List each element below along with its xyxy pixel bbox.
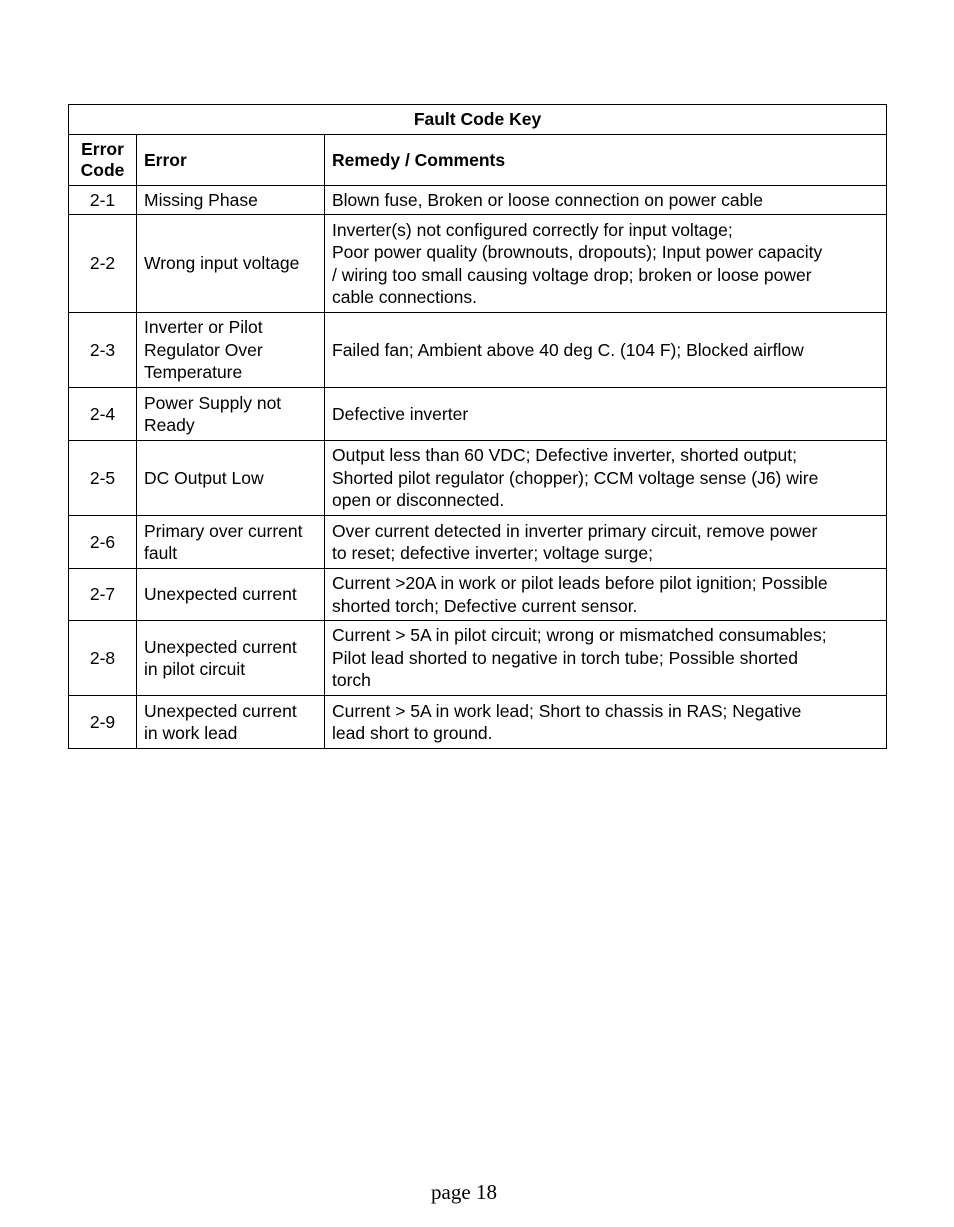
error-code-cell: 2-6 [69,516,137,569]
error-code-cell: 2-3 [69,313,137,388]
remedy-line: Current > 5A in pilot circuit; wrong or mismatched consumables; [332,625,827,646]
error-code-cell: 2-2 [69,215,137,313]
remedy-line: to reset; defective inverter; voltage surge; [332,543,653,563]
table-header-row [69,135,887,186]
page-number: page 18 [431,1180,497,1204]
error-line: Temperature [144,362,243,383]
error-cell [137,388,325,441]
remedy-line: Current >20A in work or pilot leads before pilot ignition; Possible [332,573,828,593]
header-remedy: Remedy / Comments [325,135,887,186]
remedy-cell [325,186,887,215]
table-row [69,388,887,441]
error-cell [137,186,325,215]
remedy-line: torch [332,670,371,691]
error-line: Unexpected current [144,584,297,605]
remedy-cell [325,696,887,749]
error-code-cell: 2-7 [69,569,137,621]
remedy-cell [325,441,887,516]
remedy-cell [325,388,887,441]
error-line: Missing Phase [144,189,258,210]
error-line: Wrong input voltage [144,253,300,274]
error-line: Primary over current [144,520,303,541]
error-line: DC Output Low [144,467,264,488]
error-line: Regulator Over [144,339,263,360]
header-error: Error [137,135,325,186]
error-code-cell: 2-4 [69,388,137,441]
remedy-line: Failed fan; Ambient above 40 deg C. (104 F); Blocked airflow [332,339,804,360]
remedy-line: Defective inverter [332,403,469,424]
remedy-line: open or disconnected. [332,490,505,511]
table-row [69,313,887,388]
table-row [69,696,887,749]
table-row [69,441,887,516]
error-code-cell: 2-9 [69,696,137,749]
remedy-line: Output less than 60 VDC; Defective inverter, shorted output; [332,445,797,466]
error-line: Unexpected current [144,636,297,657]
remedy-cell [325,313,887,388]
table-title-row [69,105,887,135]
remedy-cell [325,569,887,621]
error-code-cell: 2-8 [69,621,137,696]
remedy-cell [325,621,887,696]
table-row [69,215,887,313]
remedy-cell [325,516,887,569]
remedy-line: / wiring too small causing voltage drop; broken or loose power [332,264,812,285]
error-cell [137,569,325,621]
error-line: in work lead [144,723,238,743]
fault-code-table [68,104,887,749]
error-cell [137,696,325,749]
fault-rows [69,186,887,749]
header-error-code-line: Code [80,160,125,180]
header-error-code-line: Error [81,139,124,159]
remedy-cell [325,215,887,313]
table-title: Fault Code Key [69,105,887,135]
remedy-line: Pilot lead shorted to negative in torch tube; Possible shorted [332,647,798,668]
table-row [69,186,887,215]
remedy-line: Over current detected in inverter primary circuit, remove power [332,520,818,541]
header-error-code [69,135,137,186]
error-cell [137,441,325,516]
error-cell [137,621,325,696]
error-line: in pilot circuit [144,659,246,679]
remedy-line: cable connections. [332,287,477,307]
error-line: Power Supply not [144,392,282,413]
error-line: Unexpected current [144,700,297,721]
remedy-line: lead short to ground. [332,723,493,743]
error-line: Ready [144,415,195,435]
error-cell [137,313,325,388]
error-cell [137,516,325,569]
error-cell [137,215,325,313]
remedy-line: Current > 5A in work lead; Short to chassis in RAS; Negative [332,700,802,721]
error-line: fault [144,543,178,563]
remedy-line: Blown fuse, Broken or loose connection on power cable [332,189,763,210]
error-line: Inverter or Pilot [144,317,263,338]
remedy-line: Poor power quality (brownouts, dropouts); Input power capacity [332,242,823,262]
remedy-line: Inverter(s) not configured correctly for input voltage; [332,219,733,240]
error-code-cell: 2-5 [69,441,137,516]
remedy-line: Shorted pilot regulator (chopper); CCM voltage sense (J6) wire [332,467,819,488]
table-row [69,516,887,569]
table-row [69,621,887,696]
remedy-line: shorted torch; Defective current sensor. [332,595,638,616]
table-row [69,569,887,621]
error-code-cell: 2-1 [69,186,137,215]
